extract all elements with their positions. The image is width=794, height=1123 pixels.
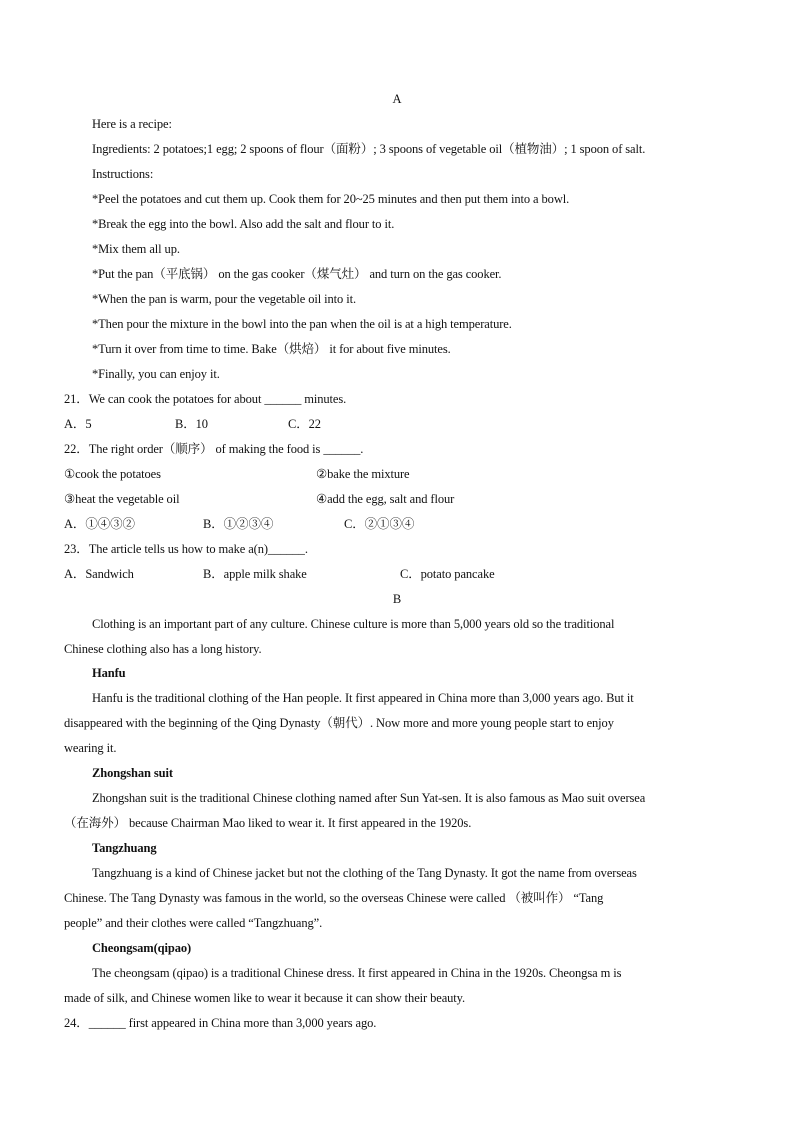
qipao-title: Cheongsam(qipao) <box>92 941 192 955</box>
question-21-option-b[interactable]: B．10 <box>175 417 208 431</box>
tangzhuang-text: Chinese. The Tang Dynasty was famous in the world, so the overseas Chinese were called （被叫作） “Tang <box>64 891 604 905</box>
section-b-heading: B <box>392 592 402 606</box>
hanfu-title: Hanfu <box>92 666 126 680</box>
hanfu-text: disappeared with the beginning of the Qing Dynasty（朝代）. Now more and more young people start to enjoy <box>64 716 614 730</box>
instruction-step: *Turn it over from time to time. Bake（烘焙） it for about five minutes. <box>92 342 451 356</box>
question-22-option-a[interactable]: A．①④③② <box>64 517 135 531</box>
tangzhuang-title: Tangzhuang <box>92 841 157 855</box>
recipe-intro: Here is a recipe: <box>92 117 172 131</box>
section-a-heading: A <box>392 92 402 106</box>
ingredients-line: Ingredients: 2 potatoes;1 egg; 2 spoons of flour（面粉）; 3 spoons of vegetable oil（植物油）; 1 spoon of salt. <box>92 142 646 156</box>
hanfu-text: Hanfu is the traditional clothing of the Han people. It first appeared in China more than 3,000 years ago. But it <box>92 691 634 705</box>
qipao-text: made of silk, and Chinese women like to wear it because it can show their beauty. <box>64 991 466 1005</box>
question-24-stem: 24．______ first appeared in China more than 3,000 years ago. <box>64 1016 377 1030</box>
question-23-option-c[interactable]: C．potato pancake <box>400 567 495 581</box>
zhongshan-title: Zhongshan suit <box>92 766 173 780</box>
instructions-label: Instructions: <box>92 167 154 181</box>
passage-b-intro: Chinese clothing also has a long history. <box>64 642 262 656</box>
question-22-item: ①cook the potatoes <box>64 467 161 481</box>
question-22-item: ④add the egg, salt and flour <box>316 492 455 506</box>
question-21-stem: 21．We can cook the potatoes for about ______ minutes. <box>64 392 347 406</box>
question-22-option-c[interactable]: C．②①③④ <box>344 517 415 531</box>
question-23-option-a[interactable]: A．Sandwich <box>64 567 134 581</box>
instruction-step: *Put the pan（平底锅） on the gas cooker（煤气灶） and turn on the gas cooker. <box>92 267 502 281</box>
instruction-step: *Break the egg into the bowl. Also add the salt and flour to it. <box>92 217 395 231</box>
question-22-item: ③heat the vegetable oil <box>64 492 180 506</box>
instruction-step: *Finally, you can enjoy it. <box>92 367 220 381</box>
zhongshan-text: Zhongshan suit is the traditional Chinese clothing named after Sun Yat-sen. It is also famous as Mao suit oversea <box>92 791 646 805</box>
tangzhuang-text: people” and their clothes were called “Tangzhuang”. <box>64 916 323 930</box>
passage-b-intro: Clothing is an important part of any culture. Chinese culture is more than 5,000 years old so the traditional <box>92 617 615 631</box>
instruction-step: *Then pour the mixture in the bowl into the pan when the oil is at a high temperature. <box>92 317 512 331</box>
tangzhuang-text: Tangzhuang is a kind of Chinese jacket but not the clothing of the Tang Dynasty. It got the name from overseas <box>92 866 637 880</box>
question-22-stem: 22．The right order（顺序） of making the food is ______. <box>64 442 364 456</box>
question-21-option-c[interactable]: C．22 <box>288 417 321 431</box>
instruction-step: *When the pan is warm, pour the vegetable oil into it. <box>92 292 356 306</box>
instruction-step: *Peel the potatoes and cut them up. Cook them for 20~25 minutes and then put them into a bowl. <box>92 192 570 206</box>
qipao-text: The cheongsam (qipao) is a traditional Chinese dress. It first appeared in China in the 1920s. Cheongsa m is <box>92 966 622 980</box>
instruction-step: *Mix them all up. <box>92 242 180 256</box>
question-22-item: ②bake the mixture <box>316 467 410 481</box>
zhongshan-text: （在海外） because Chairman Mao liked to wear it. It first appeared in the 1920s. <box>64 816 472 830</box>
question-22-option-b[interactable]: B．①②③④ <box>203 517 274 531</box>
question-23-option-b[interactable]: B．apple milk shake <box>203 567 307 581</box>
question-21-option-a[interactable]: A．5 <box>64 417 92 431</box>
question-23-stem: 23．The article tells us how to make a(n)______. <box>64 542 308 556</box>
hanfu-text: wearing it. <box>64 741 117 755</box>
